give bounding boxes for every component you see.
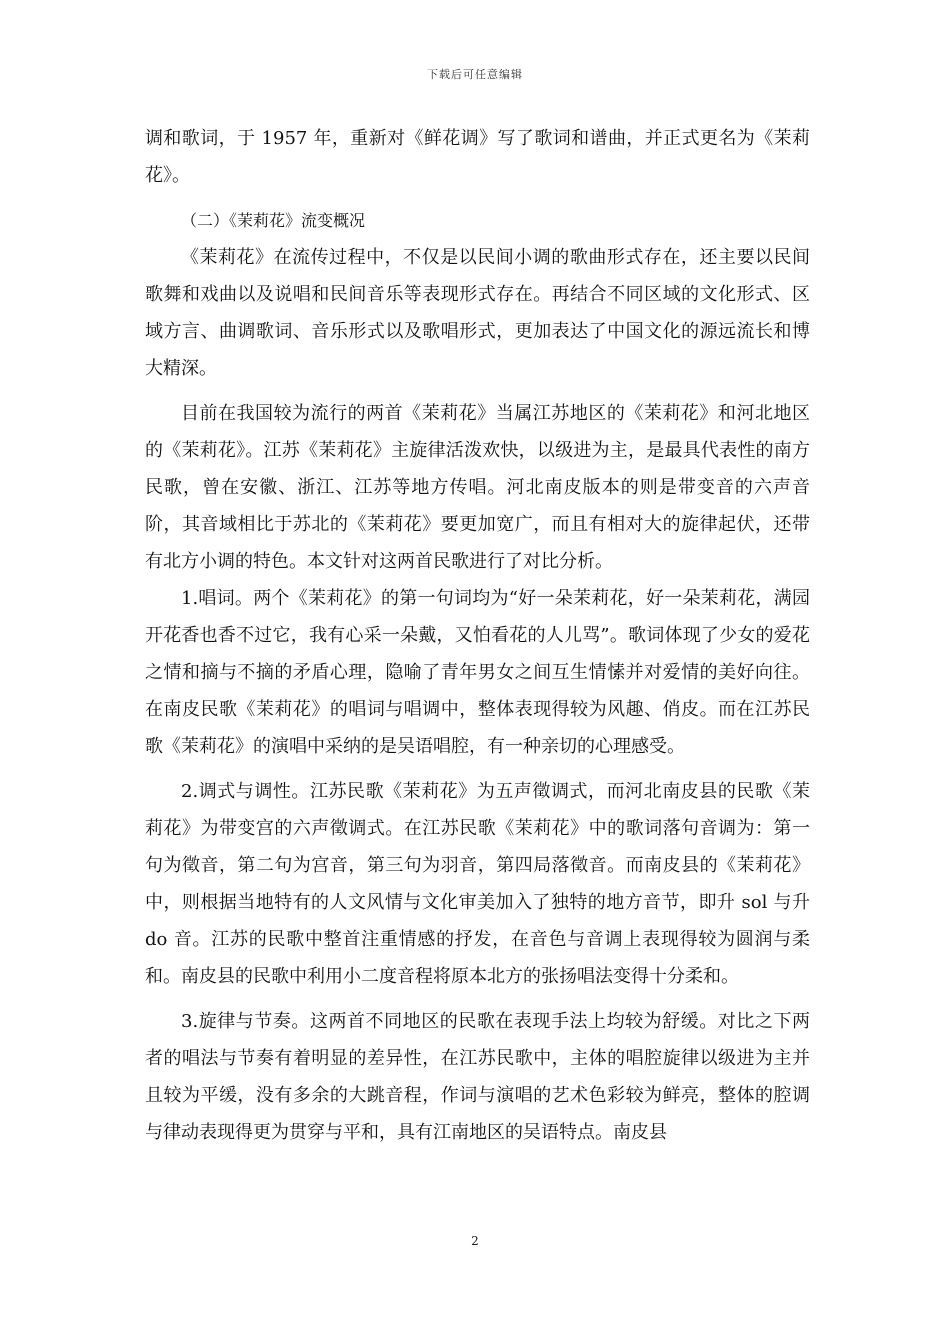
paragraph-overview: 《茉莉花》在流传过程中，不仅是以民间小调的歌曲形式存在，还主要以民间歌舞和戏曲以及说唱和民间音乐等表现形式存在。再结合不同区域的文化形式、区域方言、曲调歌词、音乐形式以及歌唱形式，更加表达了中国文化的源远流长和博大精深。	[145, 247, 810, 379]
paragraph-regional-versions: 目前在我国较为流行的两首《茉莉花》当属江苏地区的《茉莉花》和河北地区的《茉莉花》。江苏《茉莉花》主旋律活泼欢快，以级进为主，是最具代表性的南方民歌，曾在安徽、浙江、江苏等地方传唱。河北南皮版本的则是带变音的六声音阶，其音域相比于苏北的《茉莉花》要更加宽广，而且有相对大的旋律起伏，还带有北方小调的特色。本文针对这两首民歌进行了对比分析。	[145, 403, 810, 572]
paragraph-lyrics: 1.唱词。两个《茉莉花》的第一句词均为“好一朵茉莉花，好一朵茉莉花，满园开花香也香不过它，我有心采一朵戴，又怕看花的人儿骂”。歌词体现了少女的爱花之情和摘与不摘的矛盾心理，隐喻了青年男女之间互生情愫并对爱情的美好向往。在南皮民歌《茉莉花》的唱词与唱调中，整体表现得较为风趣、俏皮。而在江苏民歌《茉莉花》的演唱中采纳的是吴语唱腔，有一种亲切的心理感受。	[145, 588, 810, 757]
paragraph-melody-rhythm: 3.旋律与节奏。这两首不同地区的民歌在表现手法上均较为舒缓。对比之下两者的唱法与节奏有着明显的差异性，在江苏民歌中，主体的唱腔旋律以级进为主并且较为平缓，没有多余的大跳音程，作词与演唱的艺术色彩较为鲜亮，整体的腔调与律动表现得更为贯穿与平和，具有江南地区的吴语特点。南皮县	[145, 1011, 810, 1143]
page-header: 下载后可任意编辑	[427, 68, 523, 81]
paragraph-continuation: 调和歌词，于 1957 年，重新对《鲜花调》写了歌词和谱曲，并正式更名为《茉莉花》。	[145, 128, 810, 186]
section-heading: （二）《茉莉花》流变概况	[181, 211, 366, 230]
page-number: 2	[471, 1234, 479, 1248]
document-body	[145, 120, 810, 1151]
paragraph-mode-tonality: 2.调式与调性。江苏民歌《茉莉花》为五声徵调式，而河北南皮县的民歌《茉莉花》为带变宫的六声徵调式。在江苏民歌《茉莉花》中的歌词落句音调为：第一句为徵音，第二句为宫音，第三句为羽音，第四局落徵音。而南皮县的《茉莉花》中，则根据当地特有的人文风情与文化审美加入了独特的地方音节，即升 sol 与升 do 音。江苏的民歌中整首注重情感的抒发，在音色与音调上表现得较为圆润与柔和。南皮县的民歌中利用小二度音程将原本北方的张扬唱法变得十分柔和。	[145, 781, 810, 987]
